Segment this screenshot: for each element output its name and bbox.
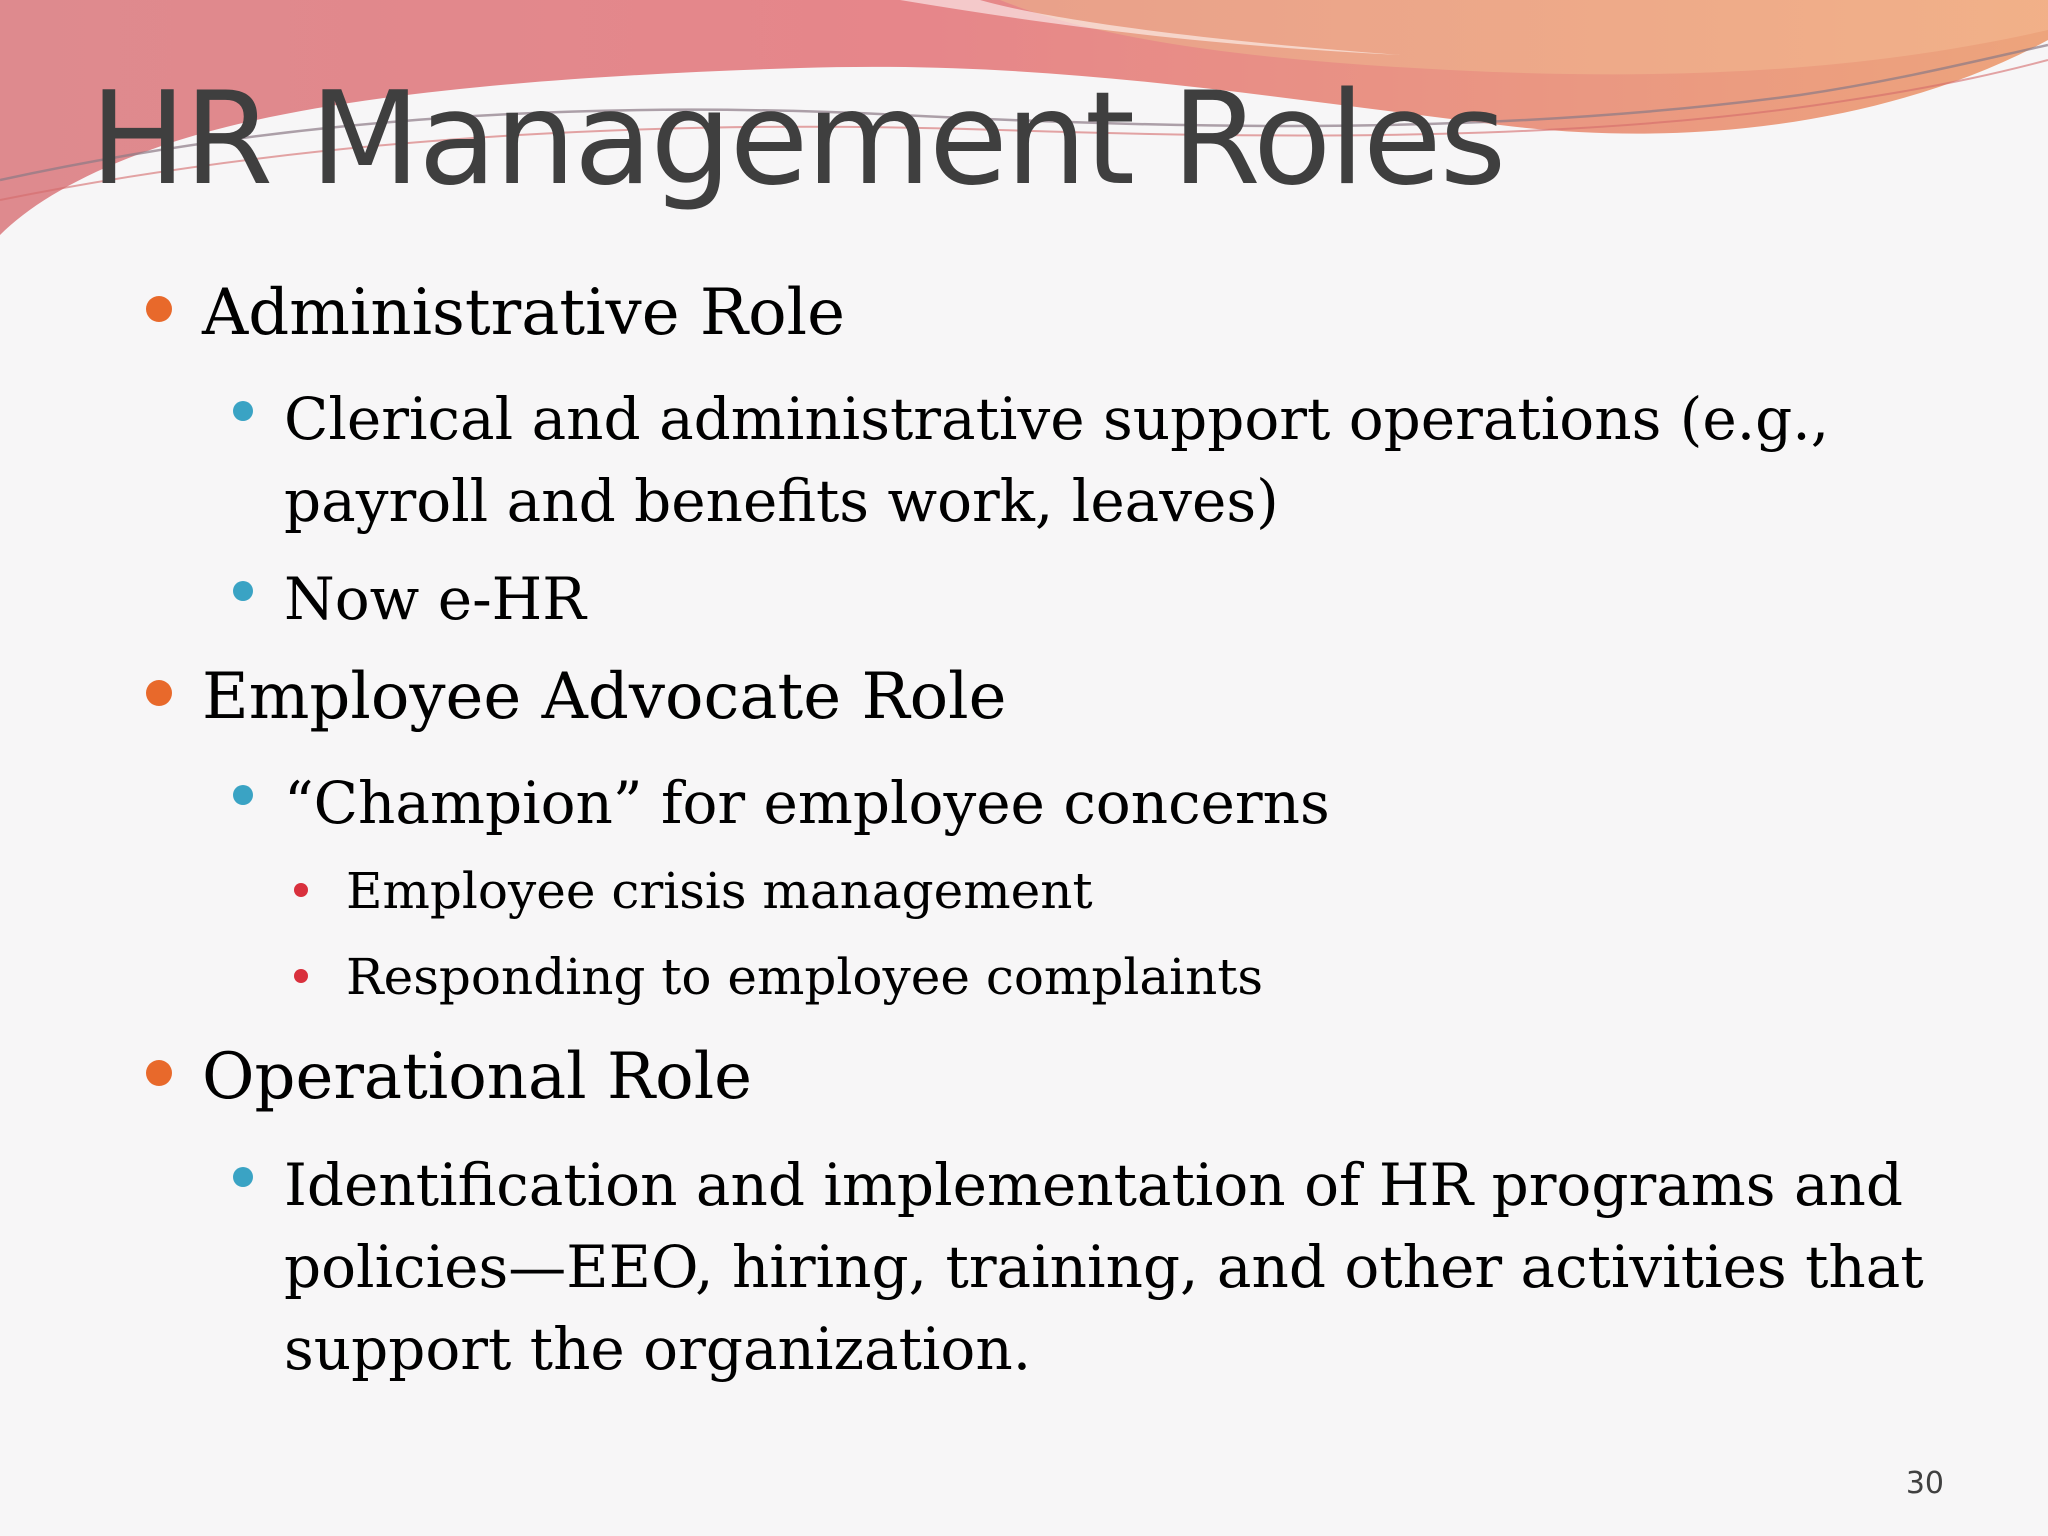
level3-item-employee-complaints: Responding to employee complaints <box>346 948 1264 1006</box>
level1-bullet-dot <box>146 1060 172 1086</box>
level2-item-line: payroll and benefits work, leaves) <box>284 467 1279 535</box>
level2-bullet-dot <box>233 1167 253 1187</box>
level1-item-employee-advocate-role: Employee Advocate Role <box>202 660 1007 734</box>
level2-item-clerical-support <box>284 378 1829 542</box>
level2-bullet-dot <box>233 785 253 805</box>
level2-item-line: Clerical and administrative support operations (e.g., <box>284 385 1830 453</box>
slide-title: HR Management Roles <box>90 65 1505 214</box>
level2-item-line: support the organization. <box>284 1315 1032 1383</box>
level3-bullet-dot <box>294 969 308 983</box>
level1-bullet-dot <box>146 680 172 706</box>
level3-bullet-dot <box>294 883 308 897</box>
level1-item-operational-role: Operational Role <box>202 1040 753 1114</box>
level2-bullet-dot <box>233 401 253 421</box>
level2-item-line: Identification and implementation of HR programs and <box>284 1151 1904 1219</box>
level1-bullet-dot <box>146 296 172 322</box>
level2-item-hr-programs <box>284 1144 1924 1390</box>
level2-bullet-dot <box>233 581 253 601</box>
level3-item-crisis-management: Employee crisis management <box>346 862 1093 920</box>
level2-item-now-ehr: Now e-HR <box>284 565 586 633</box>
page-number: 30 <box>1905 1466 1944 1501</box>
level2-item-champion: “Champion” for employee concerns <box>284 769 1330 837</box>
level2-item-line: policies—EEO, hiring, training, and other activities that <box>284 1233 1924 1301</box>
level1-item-administrative-role: Administrative Role <box>202 276 845 350</box>
